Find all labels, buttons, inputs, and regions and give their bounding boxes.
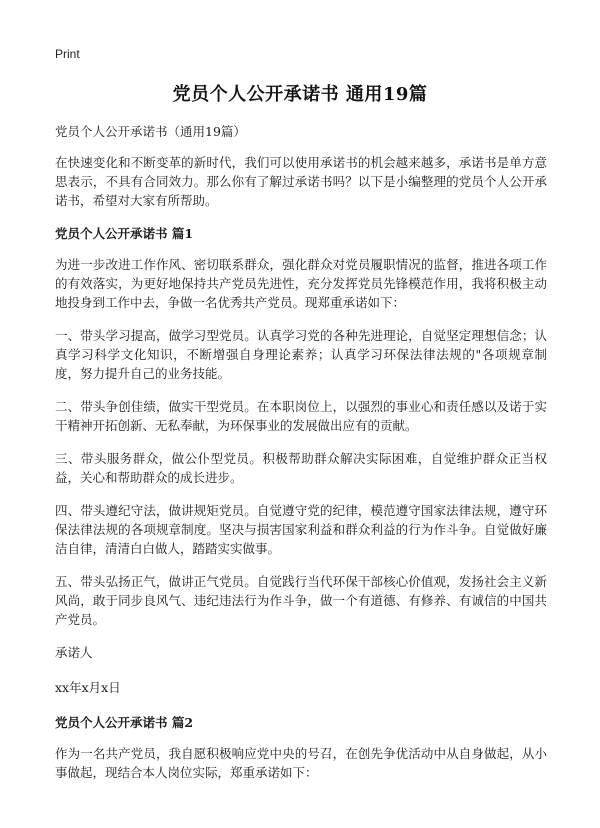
paragraph: 一、带头学习提高，做学习型党员。认真学习党的各种先进理论，自觉坚定理想信念；认真学习科学文化知识，不断增强自身理论素养；认真学习环保法律法规的"各项规章制度，努力提升自己的业务技能。	[55, 328, 547, 381]
paragraph: 为进一步改进工作作风、密切联系群众，强化群众对党员履职情况的监督，推进各项工作的有效落实，为更好地保持共产党员先进性，充分发挥党员先锋模范作用，我将积极主动地投身到工作中去，争做一名优秀共产党员。现郑重承诺如下：	[55, 257, 547, 310]
page-title: 党员个人公开承诺书 通用19篇	[172, 84, 428, 105]
signer-label: 承诺人	[55, 645, 93, 660]
paragraph: 四、带头遵纪守法，做讲规矩党员。自觉遵守党的纪律，模范遵守国家法律法规，遵守环保法律法规的各项规章制度。坚决与损害国家利益和群众利益的行为作斗争。自觉做好廉洁自律，清清白白做人，踏踏实实做事。	[55, 503, 547, 556]
document-body	[55, 122, 547, 796]
subtitle: 党员个人公开承诺书（通用19篇）	[55, 124, 246, 139]
paragraph: 三、带头服务群众，做公仆型党员。积极帮助群众解决实际困难，自觉维护群众正当权益，关心和帮助群众的成长进步。	[55, 451, 547, 485]
sign-date: xx年x月x日	[55, 680, 121, 695]
section-heading-1: 党员个人公开承诺书 篇1	[55, 226, 194, 241]
section-heading-2: 党员个人公开承诺书 篇2	[55, 715, 194, 730]
paragraph: 五、带头弘扬正气，做讲正气党员。自觉践行当代环保干部核心价值观，发扬社会主义新风尚，敢于同步良风气、违纪违法行为作斗争，做一个有道德、有修养、有诚信的中国共产党员。	[55, 574, 547, 627]
paragraph: 二、带头争创佳绩，做实干型党员。在本职岗位上，以强烈的事业心和责任感以及诺于实干精神开拓创新、无私奉献，为环保事业的发展做出应有的贡献。	[55, 399, 547, 433]
intro-paragraph: 在快速变化和不断变革的新时代，我们可以使用承诺书的机会越来越多，承诺书是单方意思表示，不具有合同效力。那么你有了解过承诺书吗？以下是小编整理的党员个人公开承诺书，希望对大家有所帮助。	[55, 155, 547, 208]
print-link[interactable]: Print	[55, 47, 80, 61]
paragraph: 作为一名共产党员，我自愿积极响应党中央的号召，在创先争优活动中从自身做起，从小事做起，现结合本人岗位实际，郑重承诺如下：	[55, 746, 547, 780]
